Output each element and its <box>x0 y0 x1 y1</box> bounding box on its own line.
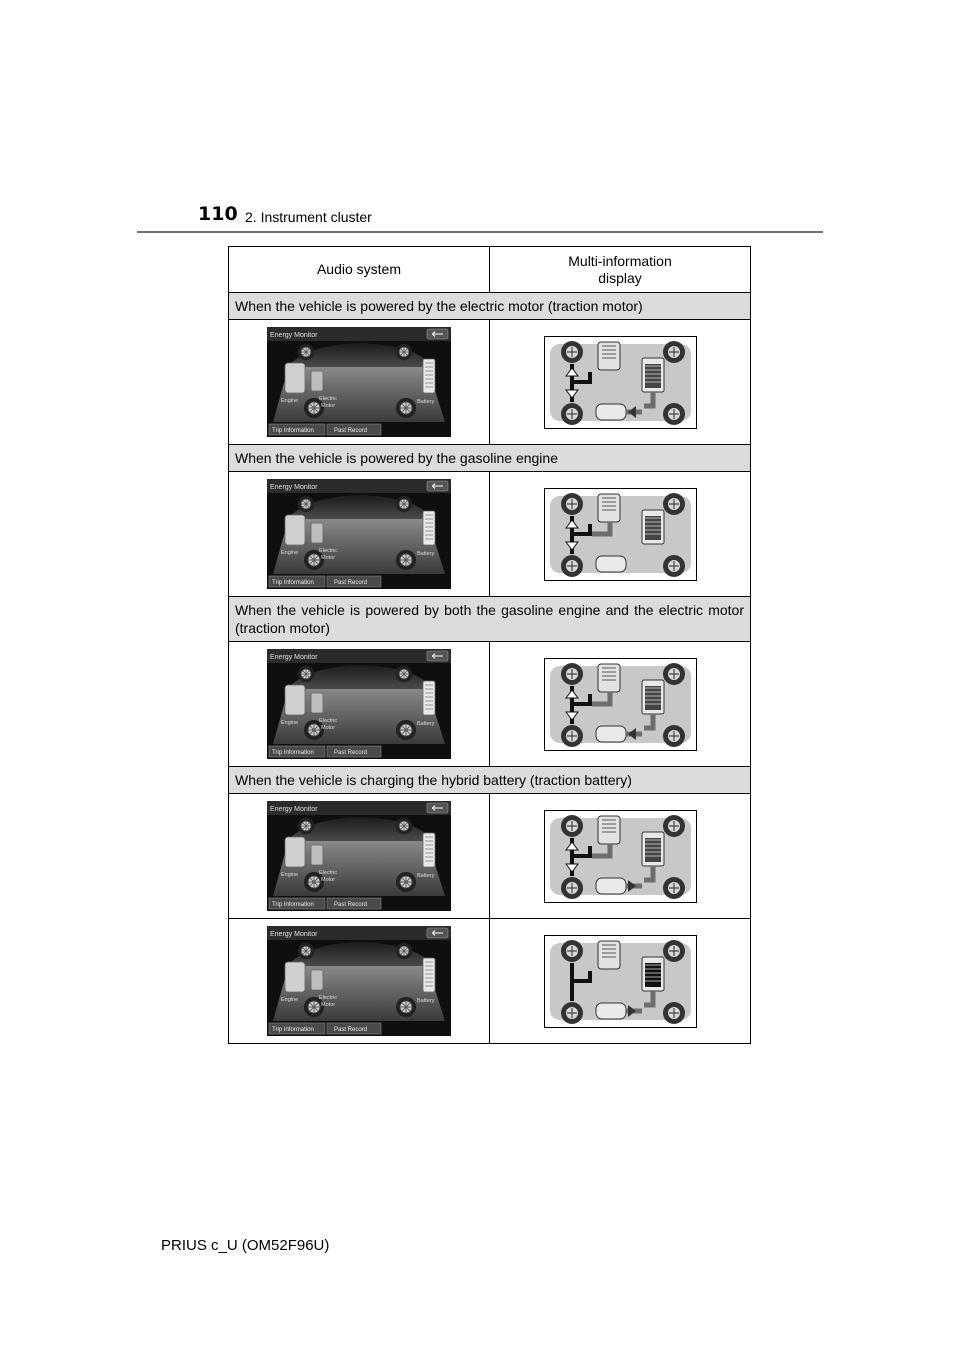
table-row <box>229 597 751 642</box>
mid-cell <box>490 919 751 1044</box>
audio-screen-cell <box>229 794 490 919</box>
tire-icon <box>298 818 315 835</box>
label-motor: Electric <box>319 396 338 402</box>
svg-text:Trip Information: Trip Information <box>272 750 314 756</box>
mid-cell <box>490 642 751 767</box>
section-title: 2. Instrument cluster <box>245 209 372 225</box>
battery-icon <box>423 511 435 545</box>
battery-icon <box>423 958 435 992</box>
screen-title: Energy Monitor <box>270 484 318 491</box>
tire-icon <box>298 496 315 513</box>
energy-monitor-table <box>228 246 751 1044</box>
tire-icon <box>298 344 315 361</box>
tire-icon <box>396 344 413 361</box>
battery-icon <box>423 359 435 393</box>
engine-icon <box>285 685 305 715</box>
tire-icon <box>298 666 315 683</box>
mid-energy-diagram <box>544 935 697 1028</box>
label-battery: Battery <box>417 998 435 1004</box>
return-arrow-icon[interactable] <box>427 803 448 813</box>
label-engine: Engine <box>281 398 299 404</box>
mid-energy-illustration <box>544 336 697 429</box>
svg-text:Trip Information: Trip Information <box>272 1027 314 1033</box>
energy-monitor-illustration <box>267 327 451 437</box>
mid-cell <box>490 472 751 597</box>
motor-icon <box>596 878 626 894</box>
label-engine: Engine <box>281 720 299 726</box>
tire-icon <box>561 940 583 962</box>
svg-text:Trip Information: Trip Information <box>272 902 314 908</box>
tire-icon <box>396 496 413 513</box>
table-row <box>229 445 751 472</box>
engine-icon <box>285 363 305 393</box>
label-motor: Electric <box>319 995 338 1001</box>
tire-icon <box>561 663 583 685</box>
mid-energy-illustration <box>544 810 697 903</box>
screen-title: Energy Monitor <box>270 332 318 339</box>
page-number: 110 <box>198 203 238 225</box>
tire-icon <box>396 997 416 1017</box>
tire-icon <box>663 663 685 685</box>
tab-past-record[interactable] <box>327 1023 381 1034</box>
motor-icon <box>311 693 323 713</box>
motor-icon <box>596 556 626 572</box>
tire-icon <box>663 940 685 962</box>
table-row <box>229 919 751 1044</box>
label-battery: Battery <box>417 399 435 405</box>
audio-screen-cell <box>229 320 490 445</box>
battery-icon <box>423 681 435 715</box>
tire-icon <box>663 877 685 899</box>
return-arrow-icon[interactable] <box>427 928 448 938</box>
mid-energy-illustration <box>544 935 697 1028</box>
row-caption: When the vehicle is powered by both the gasoline engine and the electric motor (traction motor) <box>229 597 751 642</box>
footer-model-code: PRIUS c_U (OM52F96U) <box>161 1237 330 1254</box>
label-motor: Motor <box>321 1002 336 1008</box>
svg-text:Past Record: Past Record <box>334 902 368 908</box>
return-arrow-icon[interactable] <box>427 329 448 339</box>
table-row <box>229 293 751 320</box>
label-engine: Engine <box>281 872 299 878</box>
screen-title: Energy Monitor <box>270 654 318 661</box>
table-row <box>229 794 751 919</box>
motor-icon <box>311 845 323 865</box>
battery-icon <box>423 833 435 867</box>
label-battery: Battery <box>417 551 435 557</box>
mid-energy-illustration <box>544 488 697 581</box>
label-engine: Engine <box>281 997 299 1003</box>
tire-icon <box>396 398 416 418</box>
engine-icon <box>285 515 305 545</box>
table-row <box>229 767 751 794</box>
energy-monitor-illustration <box>267 479 451 589</box>
screen-title: Energy Monitor <box>270 806 318 813</box>
mid-cell <box>490 320 751 445</box>
tab-past-record[interactable] <box>327 576 381 587</box>
tab-past-record[interactable] <box>327 898 381 909</box>
mid-energy-diagram <box>544 658 697 751</box>
energy-monitor-illustration <box>267 926 451 1036</box>
engine-icon <box>285 837 305 867</box>
mid-energy-diagram <box>544 810 697 903</box>
tire-icon <box>561 725 583 747</box>
energy-monitor-screen <box>267 926 451 1036</box>
label-engine: Engine <box>281 550 299 556</box>
table-row <box>229 642 751 767</box>
energy-monitor-illustration <box>267 649 451 759</box>
mid-energy-diagram <box>544 488 697 581</box>
tire-icon <box>396 666 413 683</box>
tire-icon <box>663 403 685 425</box>
return-arrow-icon[interactable] <box>427 481 448 491</box>
motor-icon <box>596 1003 626 1019</box>
row-caption: When the vehicle is powered by the gasoline engine <box>229 445 751 472</box>
motor-icon <box>596 726 626 742</box>
tab-trip-information[interactable] <box>269 1023 325 1034</box>
table-row <box>229 472 751 597</box>
svg-text:Past Record: Past Record <box>334 1027 368 1033</box>
tab-past-record[interactable] <box>327 746 381 757</box>
audio-screen-cell <box>229 472 490 597</box>
tire-icon <box>396 720 416 740</box>
tab-trip-information[interactable] <box>269 576 325 587</box>
tire-icon <box>396 943 413 960</box>
label-motor: Electric <box>319 718 338 724</box>
motor-icon <box>311 371 323 391</box>
row-caption: When the vehicle is charging the hybrid battery (traction battery) <box>229 767 751 794</box>
tire-icon <box>561 877 583 899</box>
motor-icon <box>596 404 626 420</box>
label-battery: Battery <box>417 721 435 727</box>
tire-icon <box>396 818 413 835</box>
tire-icon <box>396 872 416 892</box>
motor-icon <box>311 970 323 990</box>
column-header-mid: Multi-information display <box>490 247 751 293</box>
table-header-row <box>229 247 751 293</box>
tab-past-record[interactable] <box>327 424 381 435</box>
audio-screen-cell <box>229 642 490 767</box>
tire-icon <box>561 555 583 577</box>
return-arrow-icon[interactable] <box>427 651 448 661</box>
label-battery: Battery <box>417 873 435 879</box>
svg-text:Past Record: Past Record <box>334 428 368 434</box>
tire-icon <box>663 555 685 577</box>
engine-icon <box>285 962 305 992</box>
column-header-audio: Audio system <box>229 247 490 293</box>
tire-icon <box>663 815 685 837</box>
energy-monitor-screen <box>267 479 451 589</box>
label-motor: Electric <box>319 870 338 876</box>
energy-monitor-screen <box>267 327 451 437</box>
tire-icon <box>561 1002 583 1024</box>
tire-icon <box>561 493 583 515</box>
table-row <box>229 320 751 445</box>
svg-text:Trip Information: Trip Information <box>272 428 314 434</box>
energy-monitor-illustration <box>267 801 451 911</box>
motor-icon <box>311 523 323 543</box>
tab-trip-information[interactable] <box>269 746 325 757</box>
header-rule <box>137 231 823 233</box>
mid-energy-diagram <box>544 336 697 429</box>
label-motor: Motor <box>321 877 336 883</box>
tab-trip-information[interactable] <box>269 898 325 909</box>
label-motor: Motor <box>321 725 336 731</box>
tire-icon <box>561 815 583 837</box>
mid-energy-illustration <box>544 658 697 751</box>
svg-text:Past Record: Past Record <box>334 580 368 586</box>
screen-title: Energy Monitor <box>270 931 318 938</box>
row-caption: When the vehicle is powered by the electric motor (traction motor) <box>229 293 751 320</box>
tire-icon <box>561 403 583 425</box>
tire-icon <box>396 550 416 570</box>
mid-cell <box>490 794 751 919</box>
tire-icon <box>663 493 685 515</box>
label-motor: Motor <box>321 403 336 409</box>
label-motor: Electric <box>319 548 338 554</box>
energy-monitor-screen <box>267 649 451 759</box>
energy-monitor-screen <box>267 801 451 911</box>
tire-icon <box>663 725 685 747</box>
tire-icon <box>663 1002 685 1024</box>
tab-trip-information[interactable] <box>269 424 325 435</box>
tire-icon <box>298 943 315 960</box>
svg-text:Past Record: Past Record <box>334 750 368 756</box>
svg-text:Trip Information: Trip Information <box>272 580 314 586</box>
tire-icon <box>561 341 583 363</box>
tire-icon <box>663 341 685 363</box>
audio-screen-cell <box>229 919 490 1044</box>
label-motor: Motor <box>321 555 336 561</box>
